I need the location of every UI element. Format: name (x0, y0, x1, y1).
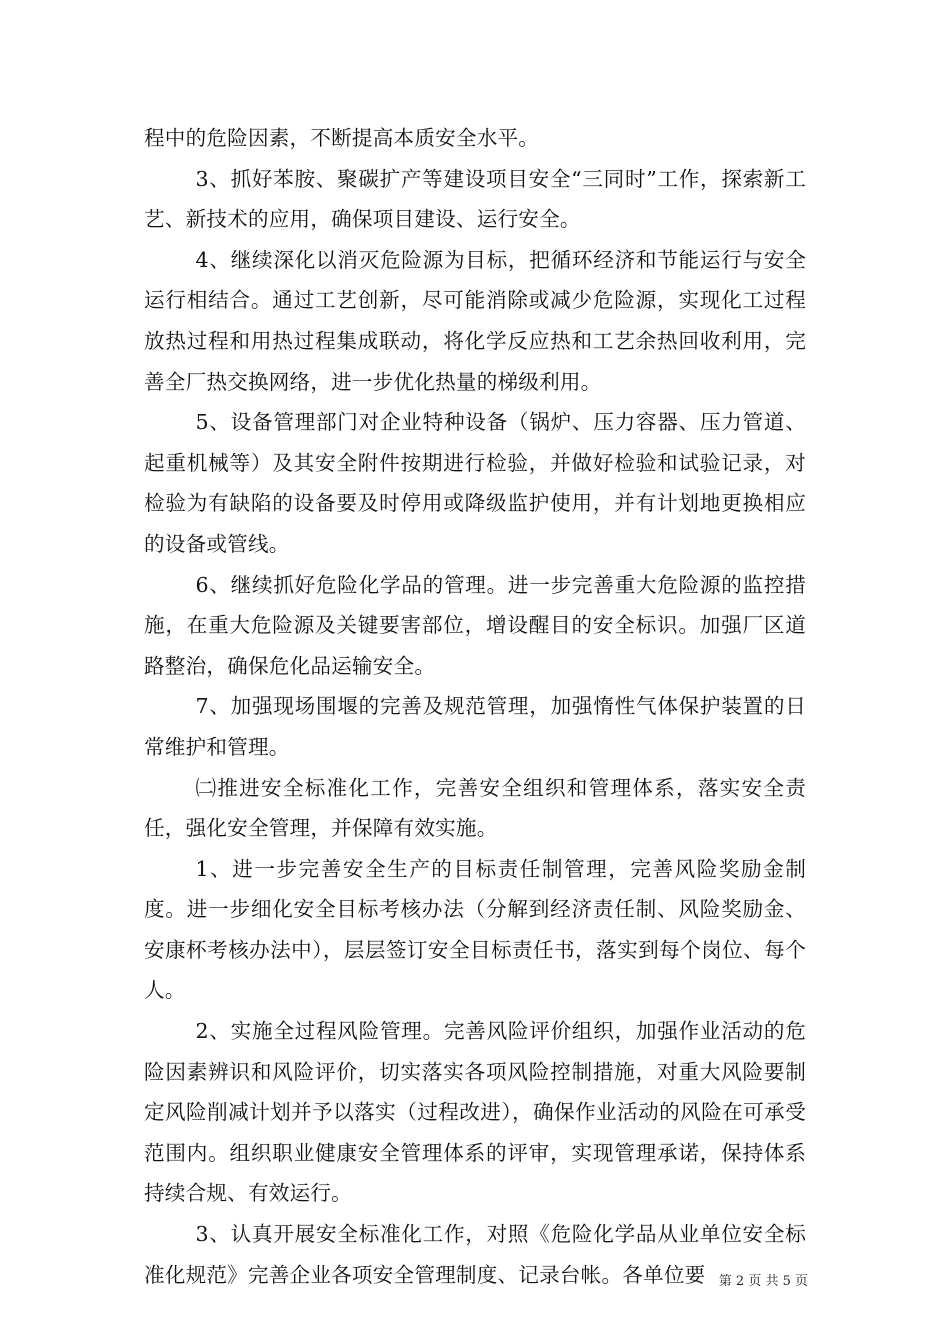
paragraph-sub-item-2: 2、实施全过程风险管理。完善风险评价组织，加强作业活动的危险因素辨识和风险评价，切实落实各项风险控制措施，对重大风险要制定风险削减计划并予以落实（过程改进），确保作业活动的风险在可承受范围内。组织职业健康安全管理体系的评审，实现管理承诺，保持体系持续合规、有效运行。 (144, 1019, 806, 1206)
paragraph-item-7: 7、加强现场围堰的完善及规范管理，加强惰性气体保护装置的日常维护和管理。 (144, 694, 806, 759)
paragraph-item-3: 3、抓好苯胺、聚碳扩产等建设项目安全“三同时”工作，探索新工艺、新技术的应用，确保项目建设、运行安全。 (144, 166, 806, 232)
paragraph-item-4: 4、继续深化以消灭危险源为目标，把循环经济和节能运行与安全运行相结合。通过工艺创新，尽可能消除或减少危险源，实现化工过程放热过程和用热过程集成联动，将化学反应热和工艺余热回收利用，完善全厂热交换网络，进一步优化热量的梯级利用。 (144, 247, 806, 394)
paragraph-sub-item-1: 1、进一步完善安全生产的目标责任制管理，完善风险奖励金制度。进一步细化安全目标考核办法（分解到经济责任制、风险奖励金、安康杯考核办法中），层层签订安全目标责任书，落实到每个岗位、每个人。 (144, 856, 806, 1003)
paragraph-continuation: 程中的危险因素，不断提高本质安全水平。 (144, 126, 540, 150)
section-heading-2: ㈡推进安全标准化工作，完善安全组织和管理体系，落实安全责任，强化安全管理，并保障有效实施。 (144, 775, 806, 841)
paragraph-sub-item-3: 3、认真开展安全标准化工作，对照《危险化学品从业单位安全标准化规范》完善企业各项安全管理制度、记录台帐。各单位要 (144, 1222, 806, 1287)
paragraph-item-5: 5、设备管理部门对企业特种设备（锅炉、压力容器、压力管道、起重机械等）及其安全附件按期进行检验，并做好检验和试验记录，对检验为有缺陷的设备要及时停用或降级监护使用，并有计划地更换相应的设备或管线。 (144, 410, 806, 556)
paragraph-item-6: 6、继续抓好危险化学品的管理。进一步完善重大危险源的监控措施，在重大危险源及关键要害部位，增设醒目的安全标识。加强厂区道路整治，确保危化品运输安全。 (144, 572, 806, 678)
document-body (144, 118, 806, 1295)
page-number-footer: 第 2 页 共 5 页 (718, 1274, 808, 1289)
